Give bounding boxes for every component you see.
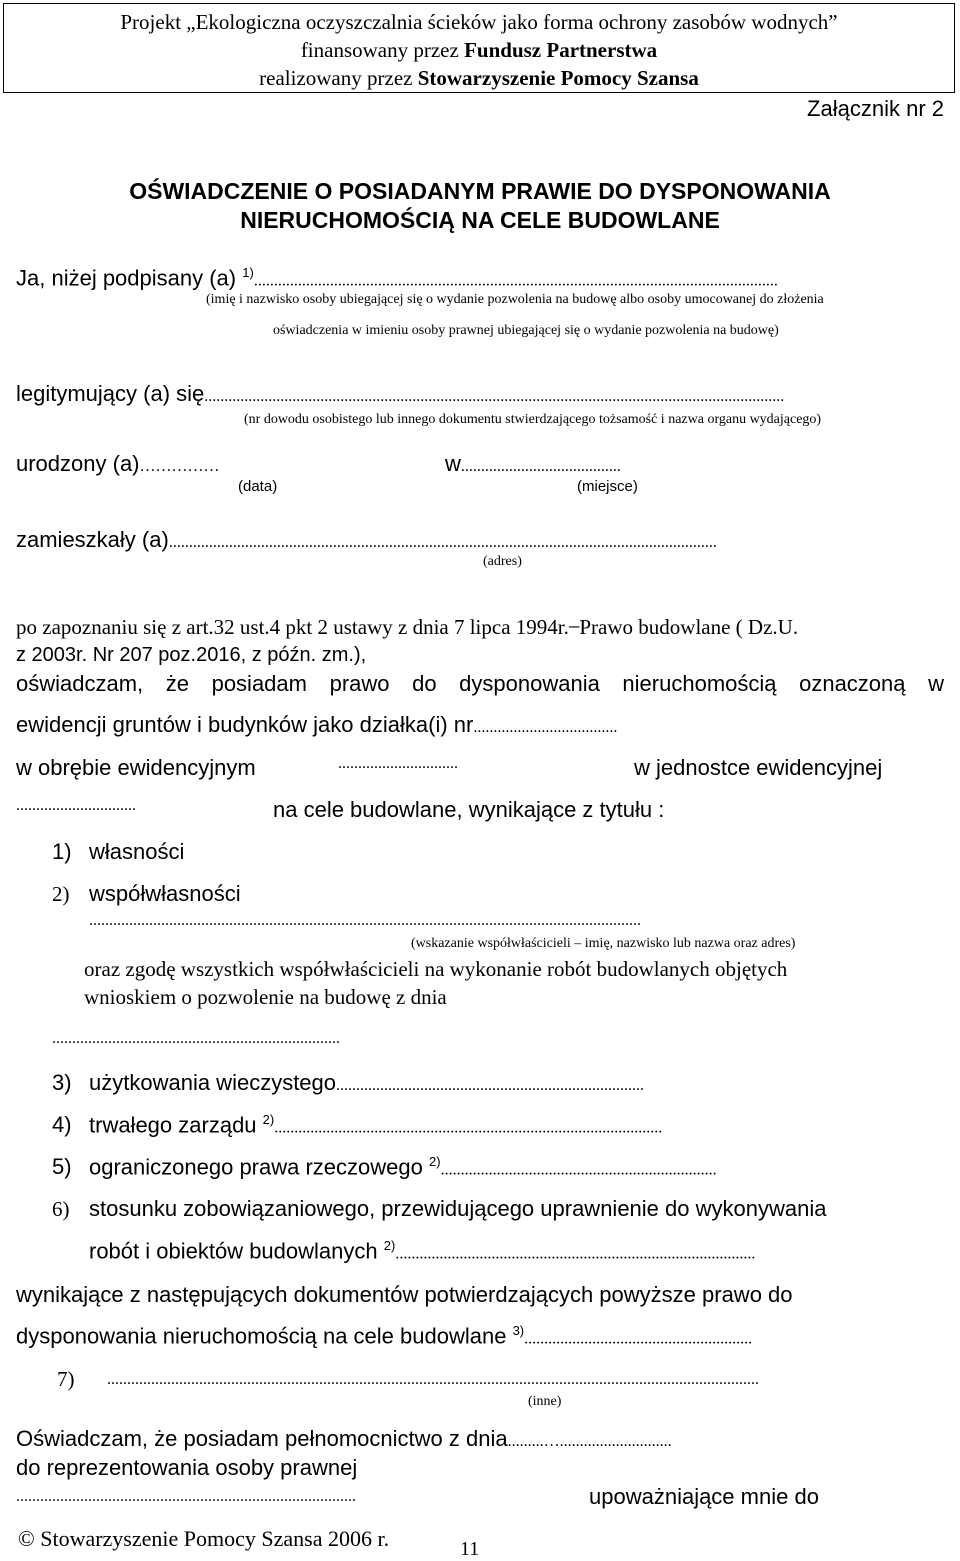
title-7-number: 7): [57, 1367, 75, 1391]
declaration-line2: ewidencji gruntów i budynków jako działka(i) nr....................................: [16, 712, 618, 737]
title-4-field[interactable]: .................................................................................................: [274, 1119, 663, 1137]
footer-copyright: © Stowarzyszenie Pomocy Szansa 2006 r.: [18, 1526, 390, 1551]
footnote-ref-2a: 2): [262, 1112, 275, 1127]
id-document-field[interactable]: .................................................................................................................................................: [204, 388, 785, 405]
title-3-number: 3): [52, 1070, 72, 1095]
header-line-funding: finansowany przez Fundusz Partnerstwa: [300, 38, 658, 62]
consent-line1: oraz zgodę wszystkich współwłaścicieli na wykonanie robót budowlanych objętych: [84, 957, 788, 981]
co-owners-hint: (wskazanie współwłaścicieli – imię, nazwisko lub nazwa oraz adres): [411, 936, 796, 951]
funder-name: Fundusz Partnerstwa: [464, 38, 658, 62]
id-line: legitymujący (a) się.................................................................................................................................................: [16, 381, 785, 406]
declaration-line1: oświadczam, że posiadam prawo do dysponowania nieruchomością oznaczoną w: [16, 671, 944, 696]
title-6-line2: [89, 1238, 755, 1264]
signer-hint-2: oświadczenia w imieniu osoby prawnej ubiegającej się o wydanie pozwolenia na budowę): [273, 323, 779, 338]
unit-label: w jednostce ewidencyjnej: [634, 755, 883, 780]
header-line-project: Projekt „Ekologiczna oczyszczalnia ścieków jako forma ochrony zasobów wodnych”: [120, 10, 838, 34]
purpose-text: na cele budowlane, wynikające z tytułu :: [273, 797, 665, 822]
title-6-number: 6): [52, 1197, 70, 1221]
power-line3-tail: upoważniające mnie do: [589, 1484, 819, 1509]
attachment-label: Załącznik nr 2: [807, 96, 944, 121]
address-field[interactable]: .........................................................................................................................................: [168, 534, 717, 551]
power-line2: do reprezentowania osoby prawnej: [16, 1455, 358, 1480]
born-line: urodzony (a)……………: [16, 451, 220, 476]
footnote-ref-2c: 2): [383, 1238, 396, 1253]
documents-field[interactable]: .........................................................: [524, 1330, 753, 1348]
plot-number-field[interactable]: ....................................: [473, 719, 618, 736]
footnote-ref-3: 3): [512, 1323, 525, 1338]
place-hint: (miejsce): [577, 478, 638, 495]
consent-date-field[interactable]: ........................................................................: [52, 1030, 340, 1047]
document-title-line2: NIERUCHOMOŚCIĄ NA CELE BUDOWLANE: [240, 207, 720, 233]
signer-name-field[interactable]: ...................................................................................................................................: [253, 272, 778, 290]
law-reference-line1: po zapoznaniu się z art.32 ust.4 pkt 2 ustawy z dnia 7 lipca 1994r. ̶ Prawo budowlane ( Dz.U.: [16, 615, 799, 639]
power-line1: Oświadczam, że posiadam pełnomocnictwo z dnia.........…............................: [16, 1426, 672, 1451]
page-number: 11: [460, 1538, 480, 1560]
footnote-ref-2b: 2): [429, 1154, 441, 1169]
address-hint: (adres): [483, 554, 522, 569]
organizer-name: Stowarzyszenie Pomocy Szansa: [417, 66, 699, 90]
residence-line: zamieszkały (a).........................................................................................................................................: [16, 527, 717, 552]
co-owners-field[interactable]: ..........................................................................................................................................: [89, 912, 641, 929]
id-hint: (nr dowodu osobistego lub innego dokumentu stwierdzającego tożsamość i nazwa organu wydającego): [244, 412, 822, 427]
precinct-label: w obrębie ewidencyjnym: [16, 755, 256, 780]
title-4-permanent-management: trwałego zarządu: [89, 1112, 257, 1138]
signer-line: Ja, niżej podpisany (a) $^{1)}$...................................................................................................................................: [16, 265, 778, 291]
title-7-other-field[interactable]: ...................................................................................................................................................................: [107, 1371, 759, 1388]
title-3-line: [89, 1070, 644, 1096]
title-6-obligation-line2: robót i obiektów budowlanych: [89, 1238, 378, 1264]
title-4-number: 4): [52, 1112, 72, 1137]
title-1-number: 1): [52, 839, 72, 864]
documents-line1: wynikające z następujących dokumentów potwierdzających powyższe prawo do: [16, 1282, 793, 1307]
title-2-number: 2): [52, 882, 70, 906]
title-6-field[interactable]: ..........................................................................................: [395, 1245, 756, 1263]
title-3-field[interactable]: .............................................................................: [336, 1077, 645, 1094]
title-4-line: [89, 1112, 662, 1138]
title-2-co-ownership: współwłasności: [89, 881, 241, 906]
legal-person-field[interactable]: .....................................................................................: [16, 1488, 356, 1505]
title-3-perpetual-usufruct: użytkowania wieczystego: [89, 1070, 337, 1095]
title-5-limited-property-right: ograniczonego prawa rzeczowego: [89, 1154, 423, 1180]
unit-field[interactable]: ..............................: [16, 797, 136, 814]
precinct-field[interactable]: ..............................: [338, 755, 458, 772]
date-hint: (data): [238, 478, 278, 495]
other-hint: (inne): [528, 1394, 562, 1409]
signer-hint-1: (imię i nazwisko osoby ubiegającej się o wydanie pozwolenia na budowę albo osoby umocowanej do złożenia: [206, 292, 824, 307]
title-5-number: 5): [52, 1154, 72, 1179]
born-in-line: w........................................: [445, 451, 621, 476]
documents-line2: dysponowania nieruchomością na cele budowlane $^{3)}$.........................................................: [16, 1323, 753, 1349]
title-5-line: [89, 1154, 717, 1180]
header-line-organizer: realizowany przez Stowarzyszenie Pomocy Szansa: [259, 66, 699, 90]
consent-line2: wnioskiem o pozwolenie na budowę z dnia: [84, 985, 447, 1009]
footnote-ref-1: 1): [242, 265, 254, 280]
project-header: [3, 3, 955, 93]
document-title-line1: OŚWIADCZENIE O POSIADANYM PRAWIE DO DYSPONOWANIA: [129, 178, 831, 204]
title-5-field[interactable]: .....................................................................: [440, 1161, 717, 1179]
title-1-ownership: własności: [89, 839, 185, 864]
birth-date-field[interactable]: ……………: [139, 458, 220, 475]
power-date-field[interactable]: .........…............................: [507, 1433, 672, 1450]
law-reference-line2: z 2003r. Nr 207 poz.2016, z późn. zm.),: [16, 644, 367, 666]
title-6-obligation-line1: stosunku zobowiązaniowego, przewidującego uprawnienie do wykonywania: [89, 1196, 827, 1221]
birth-place-field[interactable]: ........................................: [460, 458, 621, 475]
